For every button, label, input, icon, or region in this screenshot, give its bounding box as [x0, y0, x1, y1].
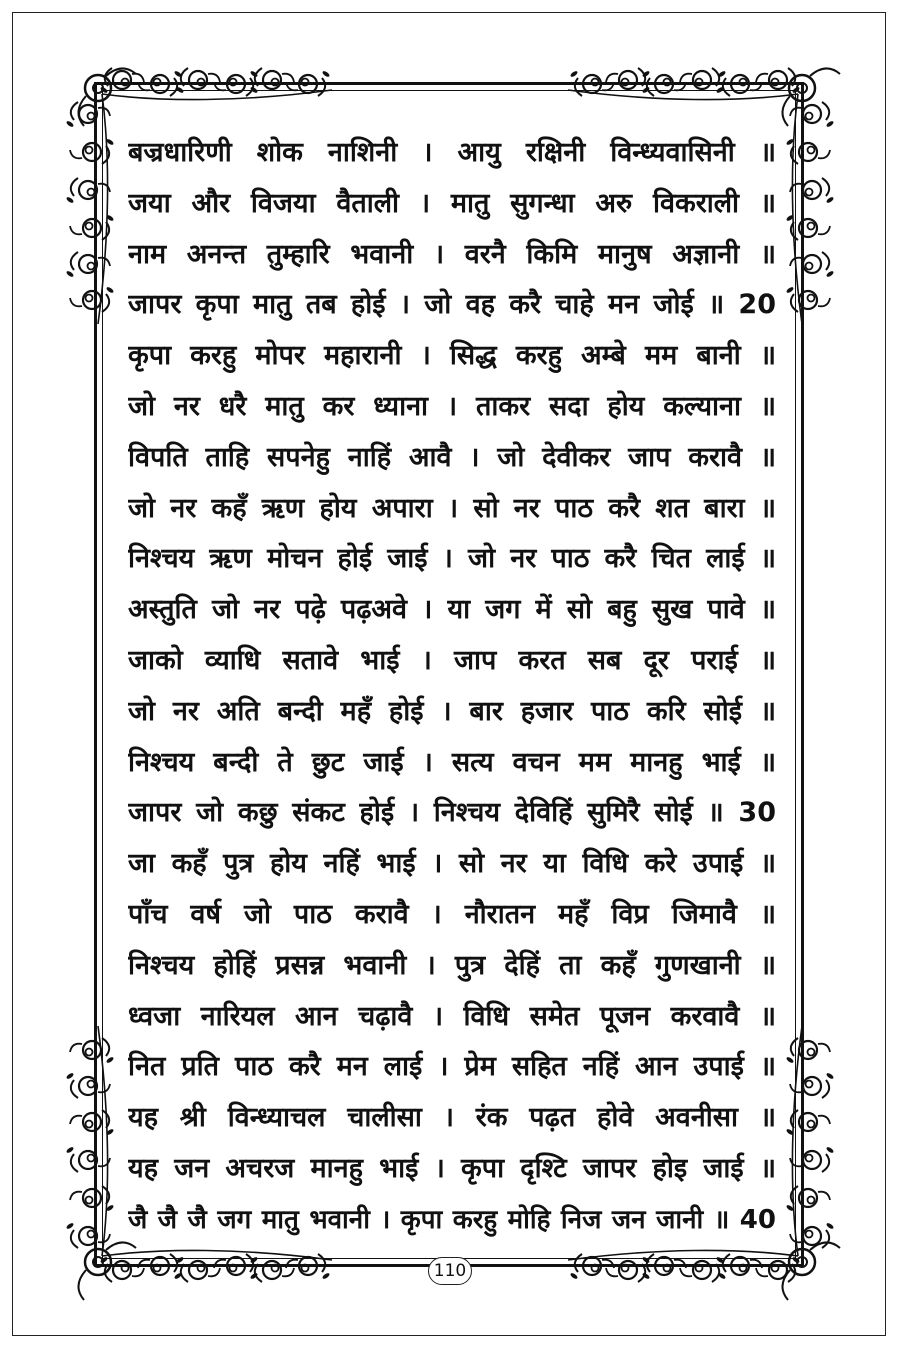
- chalisa-verses: [128, 128, 776, 1246]
- verse-line: जो नर कहँ ऋण होय अपारा । सो नर पाठ करै शत बारा ॥: [128, 492, 776, 524]
- verse-line: जया और विजया वैताली । मातु सुगन्धा अरु विकराली ॥: [128, 187, 776, 219]
- verse-line: यह जन अचरज मानहु भाई । कृपा दृश्टि जापर होइ जाई ॥: [128, 1152, 776, 1184]
- verse-line: जा कहँ पुत्र होय नहिं भाई । सो नर या विधि करे उपाई ॥: [128, 848, 776, 880]
- verse-line: निश्चय बन्दी ते छुट जाई । सत्य वचन मम मानहु भाई ॥: [128, 746, 776, 778]
- verse-line: पाँच वर्ष जो पाठ करावै । नौरातन महँ विप्र जिमावै ॥: [128, 898, 776, 930]
- verse-line: विपति ताहि सपनेहु नाहिं आवै । जो देवीकर जाप करावै ॥: [128, 441, 776, 473]
- page-number: 110: [428, 1257, 472, 1285]
- verse-line: नाम अनन्त तुम्हारि भवानी । वरनै किमि मानुष अज्ञानी ॥: [128, 238, 776, 270]
- verse-line: कृपा करहु मोपर महारानी । सिद्ध करहु अम्बे मम बानी ॥: [128, 340, 776, 372]
- verse-line: नित प्रति पाठ करै मन लाई । प्रेम सहित नहिं आन उपाई ॥: [128, 1051, 776, 1083]
- verse-line: जै जै जै जग मातु भवानी । कृपा करहु मोहि निज जन जानी ॥ 40: [128, 1204, 776, 1235]
- verse-line: ध्वजा नारियल आन चढ़ावै । विधि समेत पूजन करवावै ॥: [128, 1000, 776, 1032]
- verse-line: बज्रधारिणी शोक नाशिनी । आयु रक्षिनी विन्ध्यवासिनी ॥: [128, 137, 776, 168]
- verse-line: अस्तुति जो नर पढ़े पढ़अवे । या जग में सो बहु सुख पावे ॥: [128, 594, 776, 626]
- verse-line: निश्चय ऋण मोचन होई जाई । जो नर पाठ करै चित लाई ॥: [128, 543, 776, 575]
- verse-line: जो नर धरै मातु कर ध्याना । ताकर सदा होय कल्याना ॥: [128, 390, 776, 422]
- verse-line: यह श्री विन्ध्याचल चालीसा । रंक पढ़त होवे अवनीसा ॥: [128, 1102, 776, 1134]
- verse-line: जाको व्याधि सतावे भाई । जाप करत सब दूर पराई ॥: [128, 644, 776, 676]
- verse-line: जापर जो कछु संकट होई । निश्चय देविहिं सुमिरै सोई ॥ 30: [128, 797, 776, 829]
- verse-line: निश्चय होहिं प्रसन्न भवानी । पुत्र देहिं ता कहँ गुणखानी ॥: [128, 949, 776, 981]
- verse-line: जापर कृपा मातु तब होई । जो वह करै चाहे मन जोई ॥ 20: [128, 289, 776, 321]
- verse-line: जो नर अति बन्दी महँ होई । बार हजार पाठ करि सोई ॥: [128, 695, 776, 727]
